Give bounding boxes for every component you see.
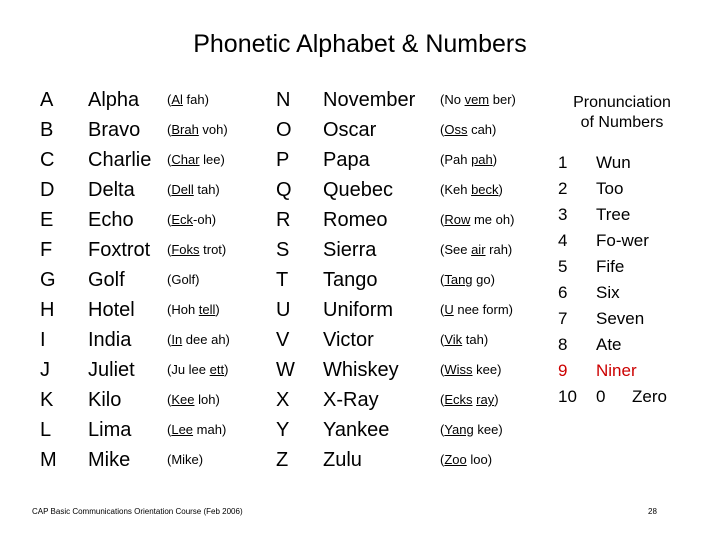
number-digit: 4 [558, 231, 568, 250]
number-word: Wun [596, 153, 631, 172]
letter-z: Z [276, 449, 289, 471]
code-word-i: India [88, 329, 132, 351]
code-word-l: Lima [88, 419, 132, 441]
pronunciation-segment: ( [167, 152, 172, 167]
letter-h: H [40, 299, 55, 321]
letter-l: L [40, 419, 52, 441]
code-word-m: Mike [88, 449, 131, 471]
numbers-heading [556, 93, 688, 133]
pronunciation-segment: ( [440, 392, 445, 407]
pronunciation-b [167, 115, 230, 145]
letter-b: B [40, 119, 54, 141]
pronunciation-segment: Tang [444, 272, 473, 287]
letter-i: I [40, 329, 46, 351]
letter-k: K [40, 389, 54, 411]
pronunciation-segment: Yang [444, 422, 474, 437]
pronunciation-s [440, 235, 516, 265]
pronunciation-segment: (Ju lee [167, 362, 210, 377]
code-word-w: Whiskey [323, 359, 399, 381]
pronunciation-segment: -oh) [193, 212, 217, 227]
pronunciation-segment: Dell [171, 182, 194, 197]
pronunciation-segment: go) [472, 272, 495, 287]
pronunciation-z [440, 445, 516, 475]
pronunciation-m [167, 445, 230, 475]
letter-w: W [276, 359, 295, 381]
pronunciation-segment: ( [167, 242, 172, 257]
pronunciation-i [167, 325, 230, 355]
code-word-u: Uniform [323, 299, 394, 321]
numbers-heading-line2: of Numbers [580, 114, 664, 131]
pronunciation-segment: ( [167, 422, 172, 437]
letter-r: R [276, 209, 291, 231]
number-digit: 1 [558, 153, 568, 172]
pronunciation-c [167, 145, 230, 175]
pronunciation-column-left [167, 85, 230, 475]
pronunciation-t [440, 265, 516, 295]
pronunciation-segment: ( [440, 362, 445, 377]
letter-f: F [40, 239, 53, 261]
letter-q: Q [276, 179, 292, 201]
pronunciation-segment: ) [224, 362, 229, 377]
pronunciation-segment: ett [209, 362, 225, 377]
letter-y: Y [276, 419, 290, 441]
number-row-6 [558, 280, 708, 306]
footer-text: CAP Basic Communications Orientation Course (Feb 2006) [32, 507, 243, 516]
pronunciation-segment: kee) [473, 422, 503, 437]
code-word-r: Romeo [323, 209, 388, 231]
pronunciation-u [440, 295, 516, 325]
pronunciation-segment: dee ah) [182, 332, 230, 347]
code-word-t: Tango [323, 269, 378, 291]
pronunciation-segment: Zoo [444, 452, 467, 467]
pronunciation-h [167, 295, 230, 325]
letter-a: A [40, 89, 54, 111]
pronunciation-segment: (Pah [440, 152, 472, 167]
pronunciation-segment: loo) [466, 452, 493, 467]
letters-column-right [276, 85, 295, 475]
letter-m: M [40, 449, 57, 471]
letter-s: S [276, 239, 290, 261]
pronunciation-segment: loh) [194, 392, 220, 407]
pronunciation-segment: nee form) [453, 302, 513, 317]
pronunciation-o [440, 115, 516, 145]
pronunciation-segment: mah) [193, 422, 227, 437]
pronunciation-segment: beck [471, 182, 499, 197]
code-word-o: Oscar [323, 119, 377, 141]
code-word-h: Hotel [88, 299, 135, 321]
words-column-left [88, 85, 151, 475]
number-digit: 9 [558, 361, 568, 380]
pronunciation-segment: voh) [198, 122, 228, 137]
pronunciation-segment: U [444, 302, 454, 317]
pronunciation-segment: tah) [193, 182, 220, 197]
pronunciation-p [440, 145, 516, 175]
pronunciation-segment: Char [171, 152, 200, 167]
pronunciation-segment: ( [440, 302, 445, 317]
letter-p: P [276, 149, 290, 171]
pronunciation-segment: ) [494, 392, 499, 407]
letter-v: V [276, 329, 290, 351]
pronunciation-segment: ( [167, 92, 172, 107]
pronunciation-segment: ) [498, 182, 503, 197]
pronunciation-q [440, 175, 516, 205]
numbers-heading-line1: Pronunciation [573, 94, 671, 111]
pronunciation-segment: fah) [182, 92, 209, 107]
pronunciation-column-right [440, 85, 516, 475]
code-word-s: Sierra [323, 239, 377, 261]
code-word-k: Kilo [88, 389, 122, 411]
pronunciation-segment: rah) [485, 242, 513, 257]
code-word-y: Yankee [323, 419, 390, 441]
page-number: 28 [648, 507, 657, 516]
number-word: Fife [596, 257, 625, 276]
pronunciation-j [167, 355, 230, 385]
pronunciation-segment: Eck [171, 212, 194, 227]
pronunciation-segment: ( [167, 122, 172, 137]
pronunciation-segment: tell [198, 302, 216, 317]
pronunciation-segment: Lee [171, 422, 194, 437]
code-word-q: Quebec [323, 179, 394, 201]
number-word-zero: Zero [632, 387, 667, 406]
code-word-b: Bravo [88, 119, 141, 141]
pronunciation-segment: ray [476, 392, 495, 407]
pronunciation-y [440, 415, 516, 445]
number-row-8 [558, 332, 708, 358]
pronunciation-w [440, 355, 516, 385]
pronunciation-segment: Oss [444, 122, 468, 137]
number-row-5 [558, 254, 708, 280]
number-word: Seven [596, 309, 645, 328]
pronunciation-segment: ber) [489, 92, 516, 107]
code-word-v: Victor [323, 329, 374, 351]
page-title: Phonetic Alphabet & Numbers [193, 30, 527, 58]
pronunciation-segment: tah) [462, 332, 489, 347]
pronunciation-segment: (No [440, 92, 465, 107]
pronunciation-segment: Ecks [444, 392, 473, 407]
pronunciation-segment: (Keh [440, 182, 472, 197]
number-digit: 3 [558, 205, 568, 224]
pronunciation-segment: ( [440, 422, 445, 437]
number-word: Too [596, 179, 624, 198]
code-word-j: Juliet [88, 359, 135, 381]
letter-c: C [40, 149, 55, 171]
pronunciation-segment: ( [440, 272, 445, 287]
pronunciation-segment: Brah [171, 122, 199, 137]
number-digit: 2 [558, 179, 568, 198]
pronunciation-segment: cah) [467, 122, 497, 137]
pronunciation-v [440, 325, 516, 355]
number-row-3 [558, 202, 708, 228]
pronunciation-segment: Foks [171, 242, 200, 257]
pronunciation-segment: Row [444, 212, 471, 227]
pronunciation-k [167, 385, 230, 415]
pronunciation-segment: (Mike) [167, 452, 204, 467]
pronunciation-segment: ( [167, 212, 172, 227]
number-word: Ate [596, 335, 622, 354]
words-column-right [323, 85, 415, 475]
pronunciation-segment: air [471, 242, 486, 257]
code-word-f: Foxtrot [88, 239, 151, 261]
letter-u: U [276, 299, 291, 321]
code-word-p: Papa [323, 149, 370, 171]
pronunciation-a [167, 85, 230, 115]
letter-j: J [40, 359, 50, 381]
pronunciation-segment: Vik [444, 332, 463, 347]
number-digit: 5 [558, 257, 568, 276]
number-row-2 [558, 176, 708, 202]
letters-column-left [40, 85, 57, 475]
letter-e: E [40, 209, 54, 231]
pronunciation-segment: ) [492, 152, 498, 167]
pronunciation-segment: Kee [171, 392, 195, 407]
number-row-1 [558, 150, 708, 176]
code-word-g: Golf [88, 269, 125, 291]
pronunciation-g [167, 265, 230, 295]
number-digit: 6 [558, 283, 568, 302]
pronunciation-segment: trot) [199, 242, 227, 257]
pronunciation-segment: ( [167, 392, 172, 407]
number-digit: 8 [558, 335, 568, 354]
pronunciation-d [167, 175, 230, 205]
pronunciation-segment: Al [171, 92, 183, 107]
pronunciation-segment: ( [167, 332, 172, 347]
pronunciation-segment: ( [440, 122, 445, 137]
pronunciation-e [167, 205, 230, 235]
number-digit: 10 [558, 387, 577, 406]
pronunciation-segment: (Golf) [167, 272, 200, 287]
pronunciation-segment: (See [440, 242, 472, 257]
pronunciation-segment: In [171, 332, 183, 347]
number-digit: 7 [558, 309, 568, 328]
letter-o: O [276, 119, 292, 141]
numbers-list [558, 150, 708, 410]
number-row-10 [558, 384, 708, 410]
pronunciation-segment: ( [440, 332, 445, 347]
number-row-7 [558, 306, 708, 332]
code-word-n: November [323, 89, 416, 111]
letter-t: T [276, 269, 289, 291]
pronunciation-segment: Wiss [444, 362, 473, 377]
pronunciation-x [440, 385, 516, 415]
pronunciation-f [167, 235, 230, 265]
letter-n: N [276, 89, 291, 111]
pronunciation-segment: ( [440, 212, 445, 227]
code-word-d: Delta [88, 179, 135, 201]
number-row-4 [558, 228, 708, 254]
pronunciation-segment: lee) [199, 152, 225, 167]
number-row-9 [558, 358, 708, 384]
letter-d: D [40, 179, 55, 201]
number-word: Fo-wer [596, 231, 649, 250]
pronunciation-segment: kee) [472, 362, 502, 377]
code-word-e: Echo [88, 209, 134, 231]
pronunciation-segment: vem [464, 92, 490, 107]
letter-x: X [276, 389, 290, 411]
letter-g: G [40, 269, 56, 291]
pronunciation-segment: pah [471, 152, 493, 167]
pronunciation-segment: ( [167, 182, 172, 197]
pronunciation-r [440, 205, 516, 235]
pronunciation-l [167, 415, 230, 445]
pronunciation-segment: ) [215, 302, 220, 317]
number-word: Niner [596, 361, 637, 380]
pronunciation-segment: (Hoh [167, 302, 199, 317]
number-word: Six [596, 283, 620, 302]
number-digit-zero: 0 [596, 387, 606, 406]
number-word: Tree [596, 205, 631, 224]
pronunciation-n [440, 85, 516, 115]
code-word-c: Charlie [88, 149, 152, 171]
pronunciation-segment: me oh) [470, 212, 515, 227]
code-word-z: Zulu [323, 449, 362, 471]
pronunciation-segment: ( [440, 452, 445, 467]
code-word-x: X-Ray [323, 389, 379, 411]
code-word-a: Alpha [88, 89, 140, 111]
